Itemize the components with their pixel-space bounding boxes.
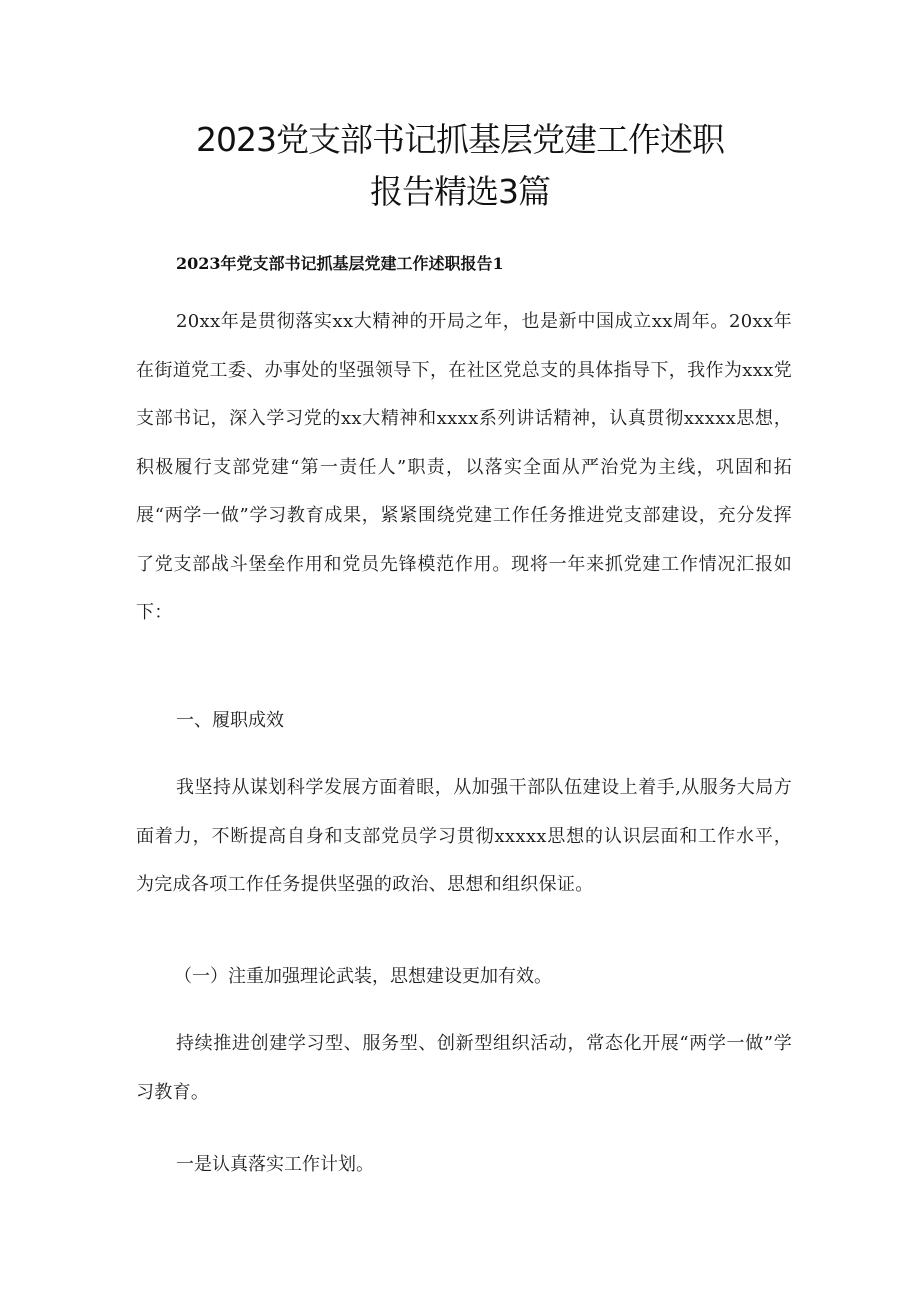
- section-heading-1: 一、履职成效: [176, 710, 284, 731]
- section-1-paragraph: 我坚持从谋划科学发展方面着眼，从加强干部队伍建设上着手,从服务大局方面着力，不断提高自身和支部党员学习贯彻xxxxx思想的认识层面和工作水平，为完成各项工作任务提供坚强的政治、思想和组织保证。: [136, 777, 792, 895]
- report-subtitle: 2023年党支部书记抓基层党建工作述职报告1: [176, 254, 504, 273]
- subsection-1-paragraph: 持续推进创建学习型、服务型、创新型组织活动，常态化开展“两学一做”学习教育。: [136, 1033, 792, 1103]
- intro-paragraph: 20xx年是贯彻落实xx大精神的开局之年，也是新中国成立xx周年。20xx年在街道党工委、办事处的坚强领导下，在社区党总支的具体指导下，我作为xxx党支部书记，深入学习党的xx大精神和xxxx系列讲话精神，认真贯彻xxxxx思想，积极履行支部党建“第一责任人”职责，以落实全面从严治党为主线，巩固和拓展“两学一做”学习教育成果，紧紧围绕党建工作任务推进党支部建设，充分发挥了党支部战斗堡垒作用和党员先锋模范作用。现将一年来抓党建工作情况汇报如下：: [136, 311, 792, 623]
- item-heading-1: 一是认真落实工作计划。: [176, 1154, 374, 1175]
- document-title-line-1: 2023党支部书记抓基层党建工作述职: [196, 120, 724, 159]
- document-title-line-2: 报告精选3篇: [370, 172, 550, 211]
- subsection-heading-1: （一）注重加强理论武装，思想建设更加有效。: [174, 966, 552, 987]
